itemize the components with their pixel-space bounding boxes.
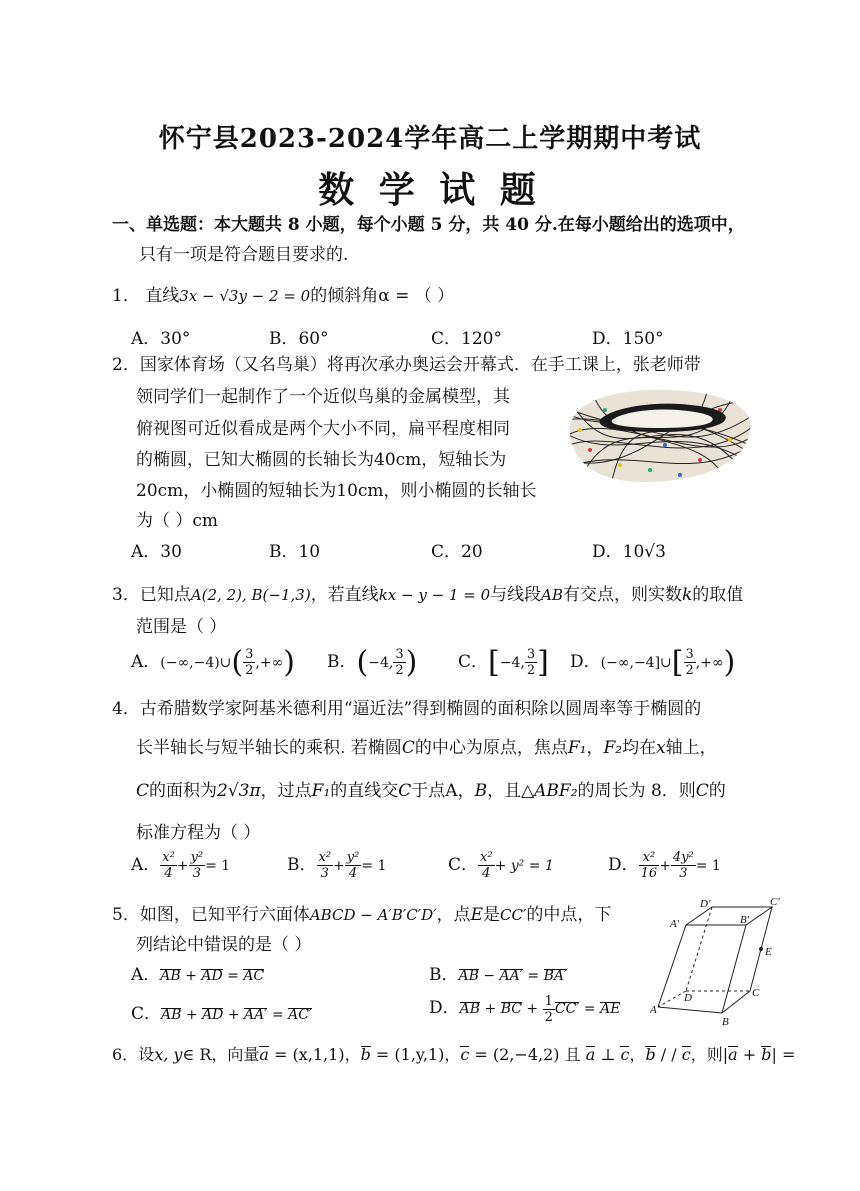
q4-a-plus: +: [176, 858, 189, 874]
q5-d-op2: +: [521, 1001, 543, 1017]
q4-c-rest: + y² = 1: [494, 858, 554, 874]
q4-c-2: C: [136, 781, 150, 801]
q3-a-inf: ,+∞: [255, 655, 284, 671]
q4-focus-1: F₁: [567, 738, 587, 758]
q4-option-b-label: B．: [287, 855, 317, 875]
q3-b-frac-den: 2: [395, 663, 404, 678]
q5-option-a-label: A．: [131, 965, 161, 985]
q3-d-inf: ,+∞: [695, 655, 724, 671]
exam-title: 怀宁县2023-2024学年高二上学期期中考试: [158, 124, 702, 154]
q5-a-vec-ac: AC: [243, 968, 265, 984]
q5-d-vec-ae: AE: [600, 1001, 621, 1017]
q6-vec-c3: c: [681, 1045, 691, 1064]
q6-t8: / /: [655, 1045, 682, 1064]
q3-text-c: 与线段: [490, 585, 542, 605]
q3-c-frac-den: 2: [526, 663, 536, 678]
q3-option-a: A．(−∞,−4)∪( $\frac{3}{2}$ ,+∞): [131, 645, 295, 680]
q2-line-4: 的椭圆，已知大椭圆的长轴长为40cm，短轴长为: [136, 450, 507, 470]
q4-sep-2: ，: [457, 781, 475, 801]
q3-line-2: 范围是（ ）: [136, 617, 227, 637]
q4-c-4: C: [695, 781, 709, 801]
q1-text-b: 的倾斜角: [310, 286, 379, 306]
q3-d-frac-den: 2: [685, 663, 694, 678]
q5-c-op2: +: [223, 1007, 245, 1023]
q5-a-vec-ab: AB: [160, 968, 181, 984]
section-heading: [112, 210, 772, 270]
q6-t3: = (x,1,1)，: [268, 1045, 361, 1064]
q5-d-half-d: 2: [544, 1009, 553, 1025]
label-d: D: [684, 992, 692, 1004]
q6-t10: +: [737, 1045, 762, 1064]
q3-c-left: −4,: [499, 655, 525, 671]
q4-b-plus: +: [333, 858, 345, 874]
q4-text-3e: ，且△: [487, 781, 535, 801]
q3-option-c: C．[−4, $\frac{3}{2}$ ]: [458, 645, 549, 680]
q4-a-d1: 4: [164, 866, 173, 881]
q3-d-frac-num: 3: [685, 647, 694, 662]
q4-c-n1: x²: [480, 850, 493, 865]
q6-t2: ∈ R，向量: [182, 1045, 260, 1064]
q4-text-3b: ，过点: [260, 781, 312, 801]
q5-d-op3: =: [579, 1001, 601, 1017]
q4-b-n2: y²: [346, 850, 360, 865]
q5-option-b: [429, 960, 567, 985]
q2-line-2: 领同学们一起制作了一个近似鸟巢的金属模型，其: [136, 387, 510, 407]
q6-t7: ，: [629, 1045, 646, 1064]
q4-option-c: [448, 850, 554, 881]
q5-option-d: [429, 993, 620, 1025]
q6-number: 6．: [112, 1045, 139, 1064]
label-a: A: [650, 1004, 657, 1016]
q6-vec-a2: a: [585, 1045, 596, 1064]
q6-t4: = (1,y,1)，: [370, 1045, 461, 1064]
q5-b-vec-ba: BA′: [543, 968, 568, 984]
q4-text-3a: 的面积为: [149, 781, 218, 801]
q5-c-vec-ab: AB: [161, 1007, 182, 1023]
q5-d-vec-bc: BC: [500, 1001, 522, 1017]
q1-option-b: B．60°: [269, 329, 329, 349]
q3-a-frac-num: 3: [245, 647, 254, 662]
section-line-1: 一、单选题：本大题共 8 小题，每个小题 5 分，共 40 分.在每小题给出的选项中，: [112, 215, 745, 235]
label-b-prime: B′: [740, 914, 750, 926]
q4-b-d2: 4: [348, 866, 358, 881]
q3-option-c-label: C．: [458, 652, 489, 672]
q3-option-a-label: A．: [131, 652, 161, 672]
birds-nest-image: [560, 380, 760, 490]
q6-vec-b2: b: [645, 1045, 656, 1064]
q4-option-d-label: D．: [608, 855, 639, 875]
q4-area: 2√3π: [217, 781, 261, 801]
q5-a-op2: =: [222, 968, 244, 984]
q5-b-vec-ab: AB: [458, 968, 479, 984]
q4-a-eq: = 1: [205, 858, 231, 874]
q5-option-c-label: C．: [131, 1004, 162, 1024]
q6-vec-c: c: [460, 1045, 470, 1064]
q4-focus-2: F₂: [603, 738, 623, 758]
q6-vec-b: b: [360, 1045, 371, 1064]
q4-a-n2: y²: [190, 850, 204, 865]
label-e: E: [765, 946, 772, 958]
q5-d-vec-ccp: CC′: [554, 1001, 580, 1017]
q4-line-1: 古希腊数学家阿基米德利用“逼近法”得到椭圆的面积除以圆周率等于椭圆的: [139, 699, 702, 719]
q4-c-3: C: [398, 781, 412, 801]
q4-text-3g: 的: [708, 781, 726, 801]
q4-x-axis: x: [656, 738, 666, 758]
q4-option-d: [608, 850, 721, 881]
question-3: [112, 580, 743, 605]
q4-text-d: 轴上，: [665, 738, 717, 758]
q6-t1: 设: [138, 1045, 155, 1064]
label-c: C: [752, 987, 760, 999]
q5-b-vec-aa: AA′: [499, 968, 523, 984]
q5-option-d-label: D．: [429, 998, 460, 1018]
q3-text-b: ，若直线: [310, 585, 379, 605]
q4-focus-1b: F₁: [311, 781, 331, 801]
q6-t6: ⊥: [595, 1045, 621, 1064]
q1-option-c: C．120°: [431, 329, 502, 349]
q3-text-e: 的取值: [692, 585, 744, 605]
q5-edge-cc: CC′: [499, 906, 527, 924]
q4-text-3c: 的直线交: [330, 781, 399, 801]
q4-a-d2: 3: [192, 866, 201, 881]
q4-b-d1: 3: [320, 866, 329, 881]
q4-d-eq: = 1: [695, 858, 721, 874]
q3-option-b-label: B．: [327, 652, 357, 672]
q5-b-op1: −: [478, 968, 500, 984]
q3-option-d: D．(−∞,−4]∪[ $\frac{3}{2}$ ,+∞): [570, 645, 736, 680]
q5-solid: ABCD − A′B′C′D′: [309, 906, 437, 924]
subject-title: 数 学 试 题: [318, 169, 542, 211]
q5-option-a: [131, 960, 264, 985]
q3-option-d-label: D．: [570, 652, 601, 672]
question-5: [112, 900, 611, 925]
q1-option-d: D．150°: [592, 329, 664, 349]
q4-line-4: 标准方程为（ ）: [136, 823, 261, 843]
q4-point-a: A: [445, 781, 458, 801]
q3-c-frac-num: 3: [526, 647, 536, 662]
q4-b-n1: x²: [318, 850, 332, 865]
q5-b-op2: =: [522, 968, 544, 984]
q4-option-c-label: C．: [448, 855, 479, 875]
q4-sep: ，: [586, 738, 604, 758]
q5-option-c: [131, 999, 312, 1024]
q3-option-d-interval: (−∞,−4]∪: [600, 655, 672, 671]
q5-line-2: 列结论中错误的是（ ）: [136, 935, 312, 955]
q4-text-b: 的中心为原点，焦点: [414, 738, 568, 758]
question-2: [112, 350, 701, 375]
q4-c-d1: 4: [482, 866, 491, 881]
q6-vec-b3: b: [761, 1045, 772, 1064]
q1-option-a: A．30°: [131, 329, 191, 349]
q4-d-d1: 16: [640, 866, 658, 881]
q2-line-1: 国家体育场（又名鸟巢）将再次承办奥运会开幕式．在手工课上，张老师带: [139, 355, 701, 375]
q4-line-3: [136, 776, 726, 801]
q1-text-a: 直线: [145, 286, 180, 306]
q5-d-op1: +: [480, 1001, 501, 1017]
q3-b-frac-num: 3: [395, 647, 404, 662]
q6-vec-a3: a: [728, 1045, 738, 1064]
q6-vec-a: a: [259, 1045, 269, 1064]
q4-text-3f: 的周长为 8．则: [577, 781, 696, 801]
label-c-prime: C′: [770, 896, 780, 908]
parallelepiped-figure: [650, 895, 790, 1030]
q1-equation: 3x − √3y − 2 = 0: [179, 287, 311, 305]
q5-c-vec-aa: AA′: [244, 1007, 268, 1023]
q3-number: 3．: [112, 585, 140, 605]
q4-option-a-label: A．: [131, 855, 161, 875]
q5-text-c: 是: [482, 905, 500, 925]
q5-text-a: 如图，已知平行六面体: [139, 905, 310, 925]
q3-equation: kx − y − 1 = 0: [378, 586, 491, 604]
q4-d-n2: 4y²: [672, 850, 694, 865]
q5-option-b-label: B．: [429, 965, 459, 985]
q4-point-b: B: [474, 781, 488, 801]
q6-t9: ，则|: [690, 1045, 729, 1064]
q2-line-3: 俯视图可近似看成是两个大小不同，扁平程度相同: [136, 419, 510, 439]
q4-d-n1: x²: [639, 850, 660, 866]
label-b: B: [722, 1016, 729, 1028]
q5-text-b: ，点: [436, 905, 471, 925]
q4-b-eq: = 1: [361, 858, 387, 874]
q5-c-vec-acp: AC′: [288, 1007, 313, 1023]
q6-xy: x, y: [154, 1045, 183, 1064]
section-line-2: 只有一项是符合题目要求的.: [139, 245, 349, 265]
q4-triangle: ABF₂: [534, 781, 578, 801]
q4-option-a: [131, 850, 230, 881]
q4-text-c: 均在: [622, 738, 657, 758]
q4-d-d2: 3: [679, 866, 688, 881]
q5-text-d: 的中点，下: [526, 905, 612, 925]
q4-d-plus: +: [659, 858, 671, 874]
q3-text-a: 已知点: [139, 585, 191, 605]
q3-option-b: B．(−4, $\frac{3}{2}$ ): [327, 645, 418, 680]
q5-number: 5．: [112, 905, 140, 925]
q5-c-vec-ad: AD: [202, 1007, 224, 1023]
q2-line-5: 20cm，小椭圆的短轴长为10cm，则小椭圆的长轴长: [136, 481, 537, 501]
q3-a-frac-den: 2: [245, 663, 254, 678]
q4-text-3d: 于点: [411, 781, 446, 801]
q5-c-op1: +: [181, 1007, 203, 1023]
q4-ellipse-c: C: [401, 738, 415, 758]
q2-option-b: B．10: [269, 542, 321, 562]
q2-line-6: 为（ ）cm: [136, 511, 219, 531]
q4-a-n1: x²: [162, 850, 175, 865]
q6-t5: = (2,−4,2) 且: [469, 1045, 586, 1064]
q3-segment: AB: [541, 586, 563, 604]
q5-a-op1: +: [180, 968, 202, 984]
q6-vec-c2: c: [620, 1045, 630, 1064]
label-a-prime: A′: [670, 918, 680, 930]
q3-b-left: −4,: [368, 655, 394, 671]
q4-line-2: [136, 733, 717, 758]
q3-option-a-interval: (−∞,−4)∪: [160, 655, 232, 671]
q5-d-half-n: 1: [544, 993, 553, 1009]
q4-number: 4．: [112, 699, 140, 719]
question-1: [112, 281, 454, 306]
q5-a-vec-ad: AD: [201, 968, 223, 984]
q4-text-a: 长半轴长与短半轴长的乘积. 若椭圆: [136, 738, 402, 758]
q2-option-a: A．30: [131, 542, 182, 562]
q4-option-b: [287, 850, 386, 881]
question-4: [112, 694, 701, 719]
label-d-prime: D′: [700, 898, 711, 910]
q3-points: A(2, 2), B(−1,3): [190, 586, 311, 604]
q2-option-c: C．20: [431, 542, 483, 562]
q5-point-e: E: [470, 905, 483, 925]
q3-var-k: k: [681, 585, 693, 605]
question-6: [112, 1042, 795, 1065]
q5-c-op3: =: [267, 1007, 289, 1023]
q3-text-d: 有交点，则实数: [562, 585, 682, 605]
q5-d-vec-ab: AB: [459, 1001, 481, 1017]
q1-number: 1．: [112, 286, 140, 306]
q6-t11: | =: [771, 1045, 796, 1064]
q2-number: 2．: [112, 355, 140, 375]
q1-text-c: α = （ ）: [378, 286, 455, 306]
q2-option-d: D．10√3: [592, 542, 666, 562]
